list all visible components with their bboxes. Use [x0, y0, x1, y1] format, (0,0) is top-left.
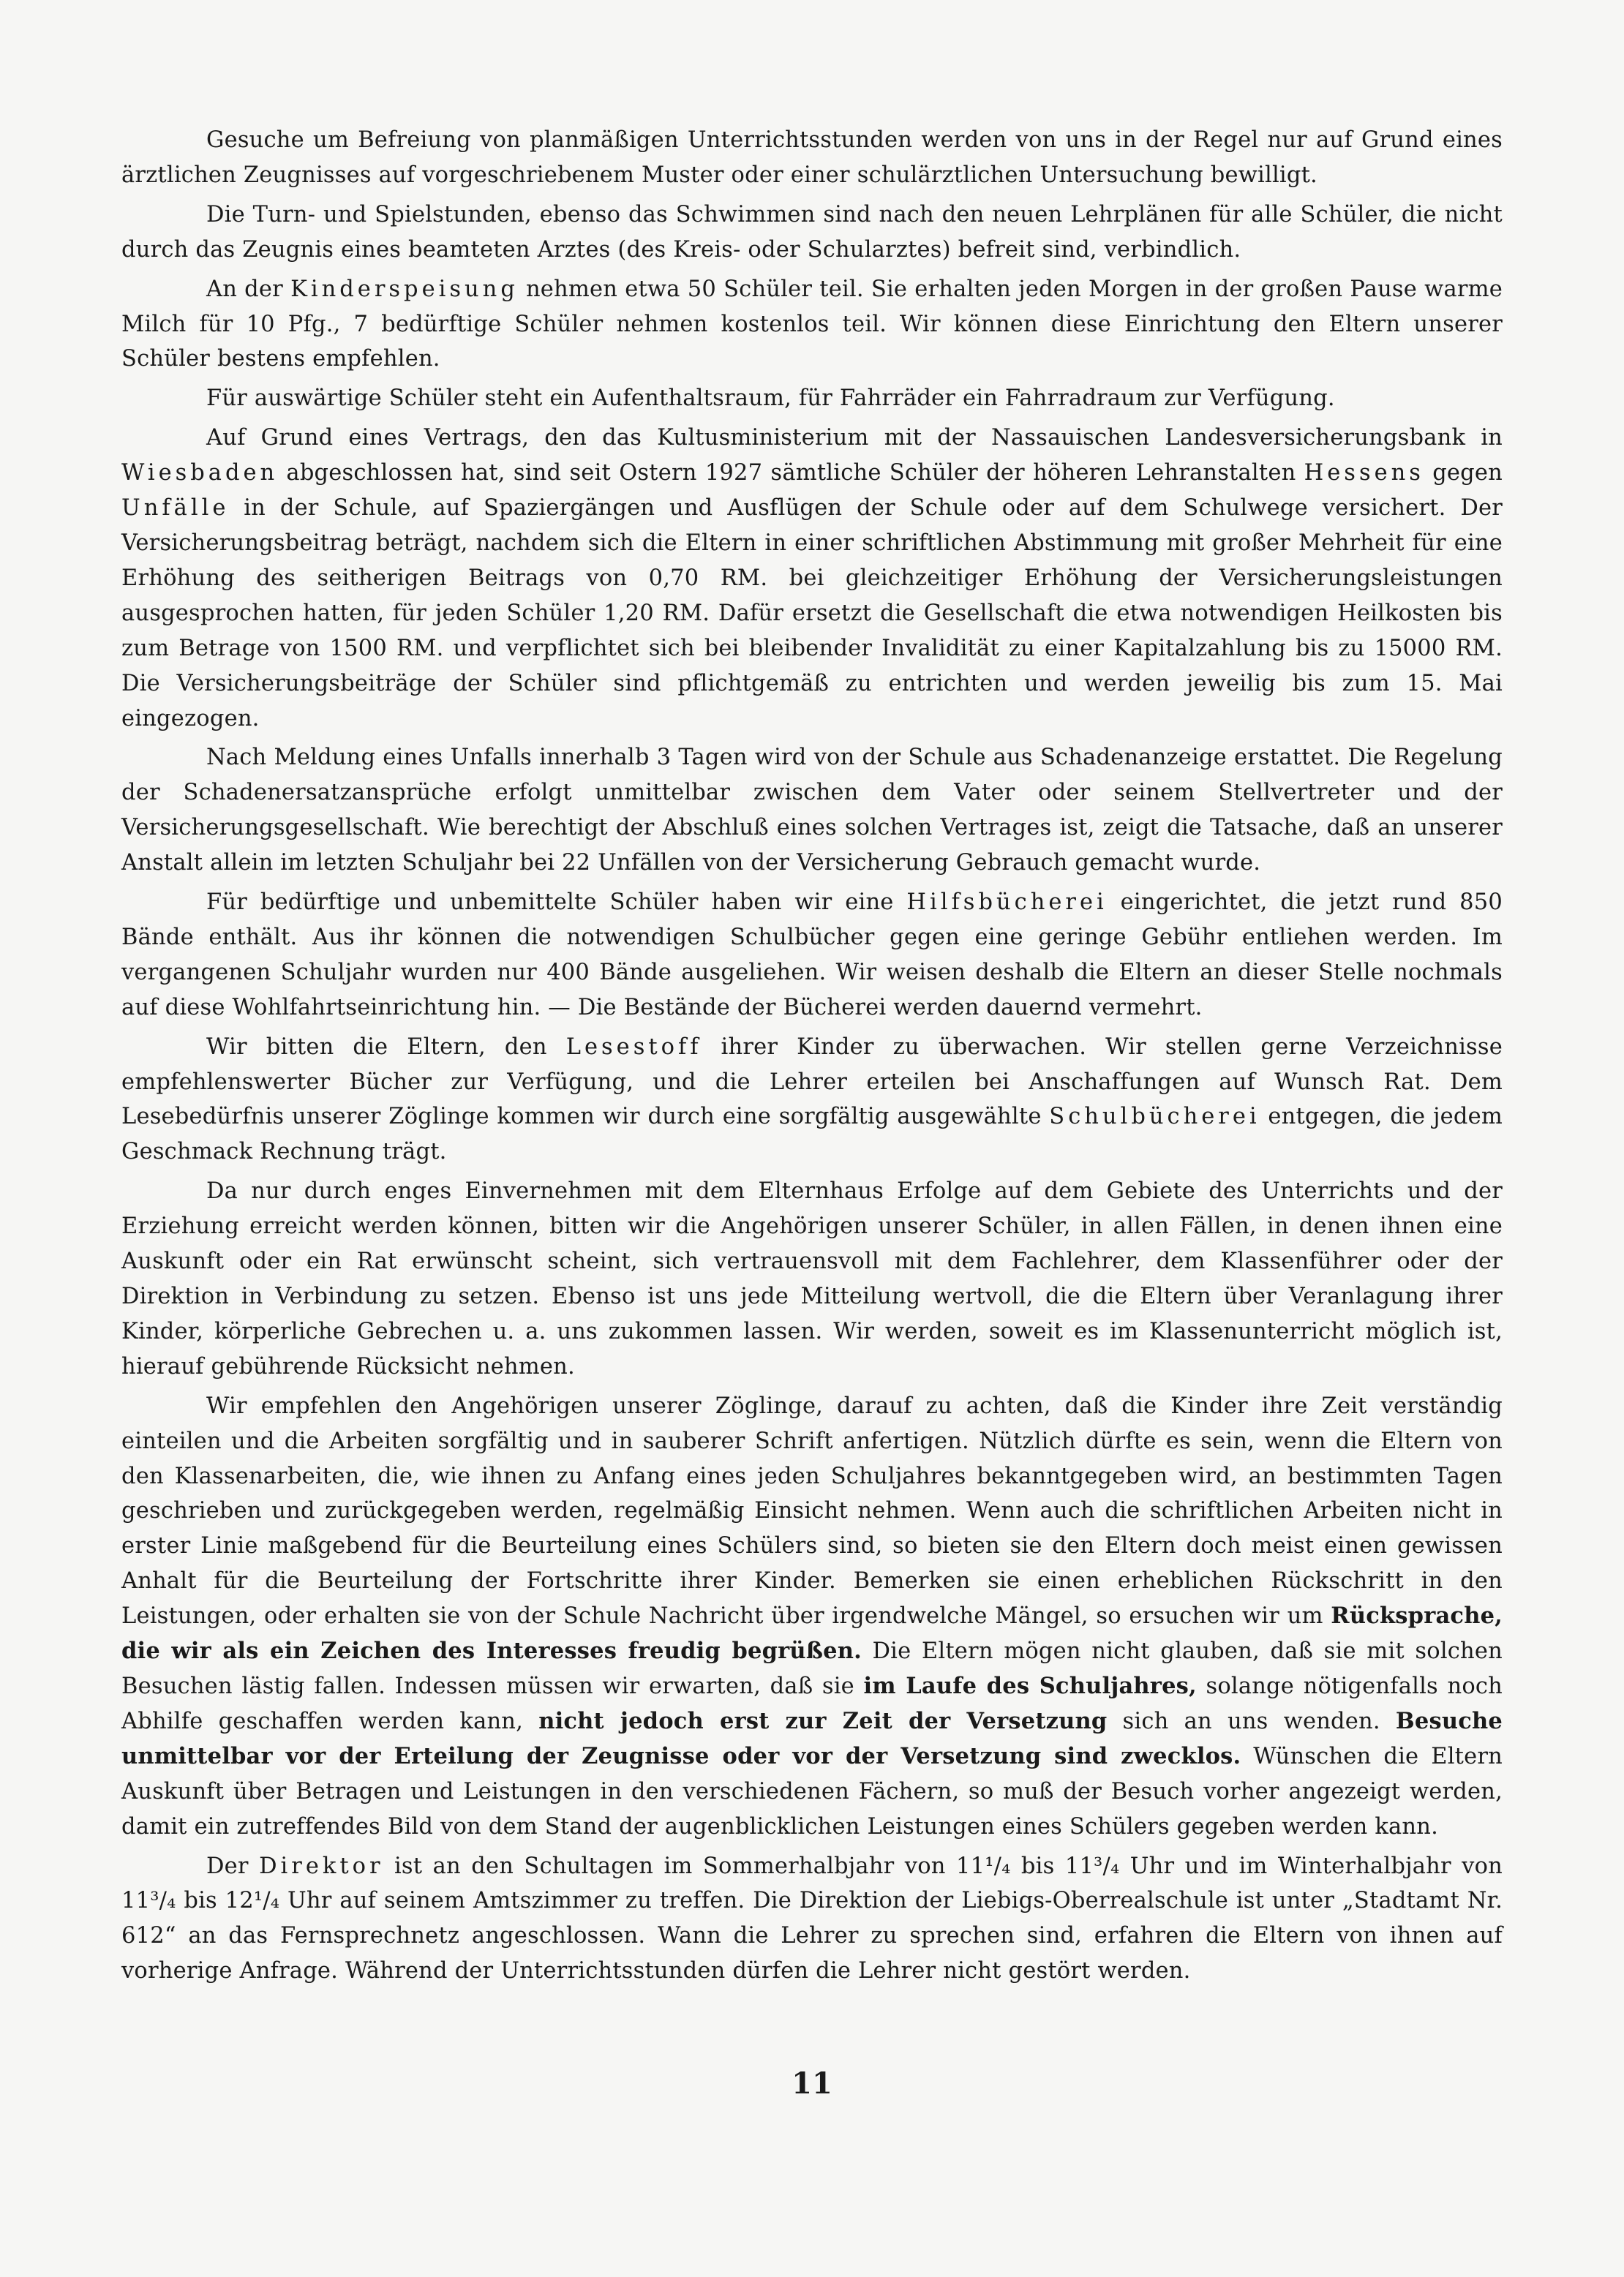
text-run: Für auswärtige Schüler steht ein Aufenthaltsraum, für Fahrräder ein Fahrradraum zur Verfügung. [206, 385, 1335, 412]
paragraph [121, 123, 1503, 193]
paragraph [121, 197, 1503, 268]
text-run: solange nötigenfalls noch Abhilfe geschaffen werden kann, [121, 1673, 1503, 1734]
spaced-text: Hessens [1304, 460, 1424, 486]
spaced-text: Wiesbaden [121, 460, 279, 486]
text-run: gegen [1424, 460, 1503, 486]
text-run: Da nur durch enges Einvernehmen mit dem Elternhaus Erfolge auf dem Gebiete des Unterrichts und der Erziehung erreicht werden können, bitten wir die Angehörigen unserer Schüler, in allen Fällen, in denen ihnen eine Auskunft oder ein Rat erwünscht scheint, sich vertrauensvoll mit dem Fachlehrer, dem Klassenführer oder der Direktion in Verbindung zu setzen. Ebenso ist uns jede Mitteilung wertvoll, die die Eltern über Veranlagung ihrer Kinder, körperliche Gebrechen u. a. uns zukommen lassen. Wir werden, soweit es im Klassenunterricht möglich ist, hierauf gebührende Rücksicht nehmen. [121, 1178, 1503, 1380]
paragraph [121, 1174, 1503, 1384]
page-number: 11 [792, 2066, 832, 2101]
paragraph [121, 381, 1503, 416]
paragraph [121, 740, 1503, 881]
text-run: Für bedürftige und unbemittelte Schüler haben wir eine [206, 889, 907, 916]
text-run: Nach Meldung eines Unfalls innerhalb 3 Tagen wird von der Schule aus Schadenanzeige erstattet. Die Regelung der Schadenersatzansprüche erfolgt unmittelbar zwischen dem Vater oder seinem Stellvertreter und der Versicherungsgesellschaft. Wie berechtigt der Abschluß eines solchen Vertrages ist, zeigt die Tatsache, daß an unserer Anstalt allein im letzten Schuljahr bei 22 Unfällen von der Versicherung Gebrauch gemacht wurde. [121, 745, 1503, 876]
text-run: Die Eltern mögen nicht glauben, daß sie mit solchen Besuchen lästig fallen. Indessen müssen wir erwarten, daß sie [121, 1638, 1503, 1699]
paragraph [121, 272, 1503, 377]
emphasized-text: Rücksprache, die wir als ein Zeichen des Interesses freudig begrüßen. [121, 1603, 1503, 1665]
paragraph [121, 1030, 1503, 1170]
text-run: abgeschlossen hat, sind seit Ostern 1927 sämtliche Schüler der höheren Lehranstalten [278, 460, 1304, 486]
paragraph [121, 1389, 1503, 1845]
text-run: sich an uns wenden. [1107, 1708, 1396, 1734]
spaced-text: Lesestoff [565, 1034, 702, 1060]
text-run: Wir empfehlen den Angehörigen unserer Zöglinge, darauf zu achten, daß die Kinder ihre Zeit verständig einteilen und die Arbeiten sorgfältig und in sauberer Schrift anfertigen. Nützlich dürfte es sein, wenn die Eltern von den Klassenarbeiten, die, wie ihnen zu Anfang eines jeden Schuljahres bekanntgegeben wird, an bestimmten Tagen geschrieben und zurückgegeben werden, regelmäßig Einsicht nehmen. Wenn auch die schriftlichen Arbeiten nicht in erster Linie maßgebend für die Beurteilung eines Schülers sind, so bieten sie den Eltern doch meist einen gewissen Anhalt für die Beurteilung der Fortschritte ihrer Kinder. Bemerken sie einen erheblichen Rückschritt in den Leistungen, oder erhalten sie von der Schule Nachricht über irgendwelche Mängel, so ersuchen wir um [121, 1393, 1503, 1630]
body-text [121, 123, 1503, 1993]
emphasized-text: nicht jedoch erst zur Zeit der Versetzung [538, 1707, 1108, 1734]
text-run: Gesuche um Befreiung von planmäßigen Unterrichtsstunden werden von uns in der Regel nur auf Grund eines ärztlichen Zeugnisses auf vorgeschriebenem Muster oder einer schulärztlichen Untersuchung bewilligt. [121, 127, 1503, 188]
emphasized-text: Besuche unmittelbar vor der Erteilung der Zeugnisse oder vor der Versetzung sind zwecklos. [121, 1707, 1503, 1769]
text-run: An der [206, 276, 291, 302]
spaced-text: Hilfsbücherei [906, 889, 1108, 916]
text-run: nehmen etwa 50 Schüler teil. Sie erhalten jeden Morgen in der großen Pause warme Milch für 10 Pfg., 7 bedürftige Schüler nehmen kostenlos teil. Wir können diese Einrichtung den Eltern unserer Schüler bestens empfehlen. [121, 276, 1503, 372]
text-run: Wünschen die Eltern Auskunft über Betragen und Leistungen in den verschiedenen Fächern, so muß der Besuch vorher angezeigt werden, damit ein zutreffendes Bild von dem Stand der augenblicklichen Leistungen eines Schülers gegeben werden kann. [121, 1743, 1503, 1840]
spaced-text: Kinderspeisung [290, 276, 519, 302]
paragraph [121, 1849, 1503, 1990]
spaced-text: Unfälle [121, 495, 230, 522]
text-run: Auf Grund eines Vertrags, den das Kultusministerium mit der Nassauischen Landesversicherungsbank in [206, 425, 1503, 451]
spaced-text: Schulbücherei [1049, 1104, 1260, 1130]
text-run: Wir bitten die Eltern, den [206, 1034, 566, 1060]
text-run: in der Schule, auf Spaziergängen und Ausflügen der Schule oder auf dem Schulwege versichert. Der Versicherungsbeitrag beträgt, nachdem sich die Eltern in einer schriftlichen Abstimmung mit großer Mehrheit für eine Erhöhung des seitherigen Beitrags von 0,70 RM. bei gleichzeitiger Erhöhung der Versicherungsleistungen ausgesprochen hatten, für jeden Schüler 1,20 RM. Dafür ersetzt die Gesellschaft die etwa notwendigen Heilkosten bis zum Betrage von 1500 RM. und verpflichtet sich bei bleibender Invalidität zu einer Kapitalzahlung bis zu 15000 RM. Die Versicherungsbeiträge der Schüler sind pflichtgemäß zu entrichten und werden jeweilig bis zum 15. Mai eingezogen. [121, 495, 1503, 731]
paragraph [121, 885, 1503, 1025]
text-run: ist an den Schultagen im Sommerhalbjahr von 11¹/₄ bis 11³/₄ Uhr und im Winterhalbjahr von 11³/₄ bis 12¹/₄ Uhr auf seinem Amtszimmer zu treffen. Die Direktion der Liebigs-Oberrealschule ist unter „Stadtamt Nr. 612“ an das Fernsprechnetz angeschlossen. Wann die Lehrer zu sprechen sind, erfahren die Eltern von ihnen auf vorherige Anfrage. Während der Unterrichtsstunden dürfen die Lehrer nicht gestört werden. [121, 1853, 1503, 1984]
text-run: entgegen, die jedem Geschmack Rechnung trägt. [121, 1104, 1503, 1165]
text-run: eingerichtet, die jetzt rund 850 Bände enthält. Aus ihr können die notwendigen Schulbücher gegen eine geringe Gebühr entliehen werden. Im vergangenen Schuljahr wurden nur 400 Bände ausgeliehen. Wir weisen deshalb die Eltern an dieser Stelle nochmals auf diese Wohlfahrtseinrichtung hin. — Die Bestände der Bücherei werden dauernd vermehrt. [121, 889, 1503, 1020]
paragraph [121, 421, 1503, 736]
spaced-text: Direktor [259, 1853, 384, 1879]
emphasized-text: im Laufe des Schuljahres, [863, 1672, 1197, 1699]
text-run: Die Turn- und Spielstunden, ebenso das Schwimmen sind nach den neuen Lehrplänen für alle Schüler, die nicht durch das Zeugnis eines beamteten Arztes (des Kreis- oder Schularztes) befreit sind, verbindlich. [121, 201, 1503, 263]
text-run: ihrer Kinder zu überwachen. Wir stellen gerne Verzeichnisse empfehlenswerter Bücher zur Verfügung, und die Lehrer erteilen bei Anschaffungen auf Wunsch Rat. Dem Lesebedürfnis unserer Zöglinge kommen wir durch eine sorgfältig ausgewählte [121, 1034, 1503, 1130]
text-run: Der [206, 1853, 260, 1879]
